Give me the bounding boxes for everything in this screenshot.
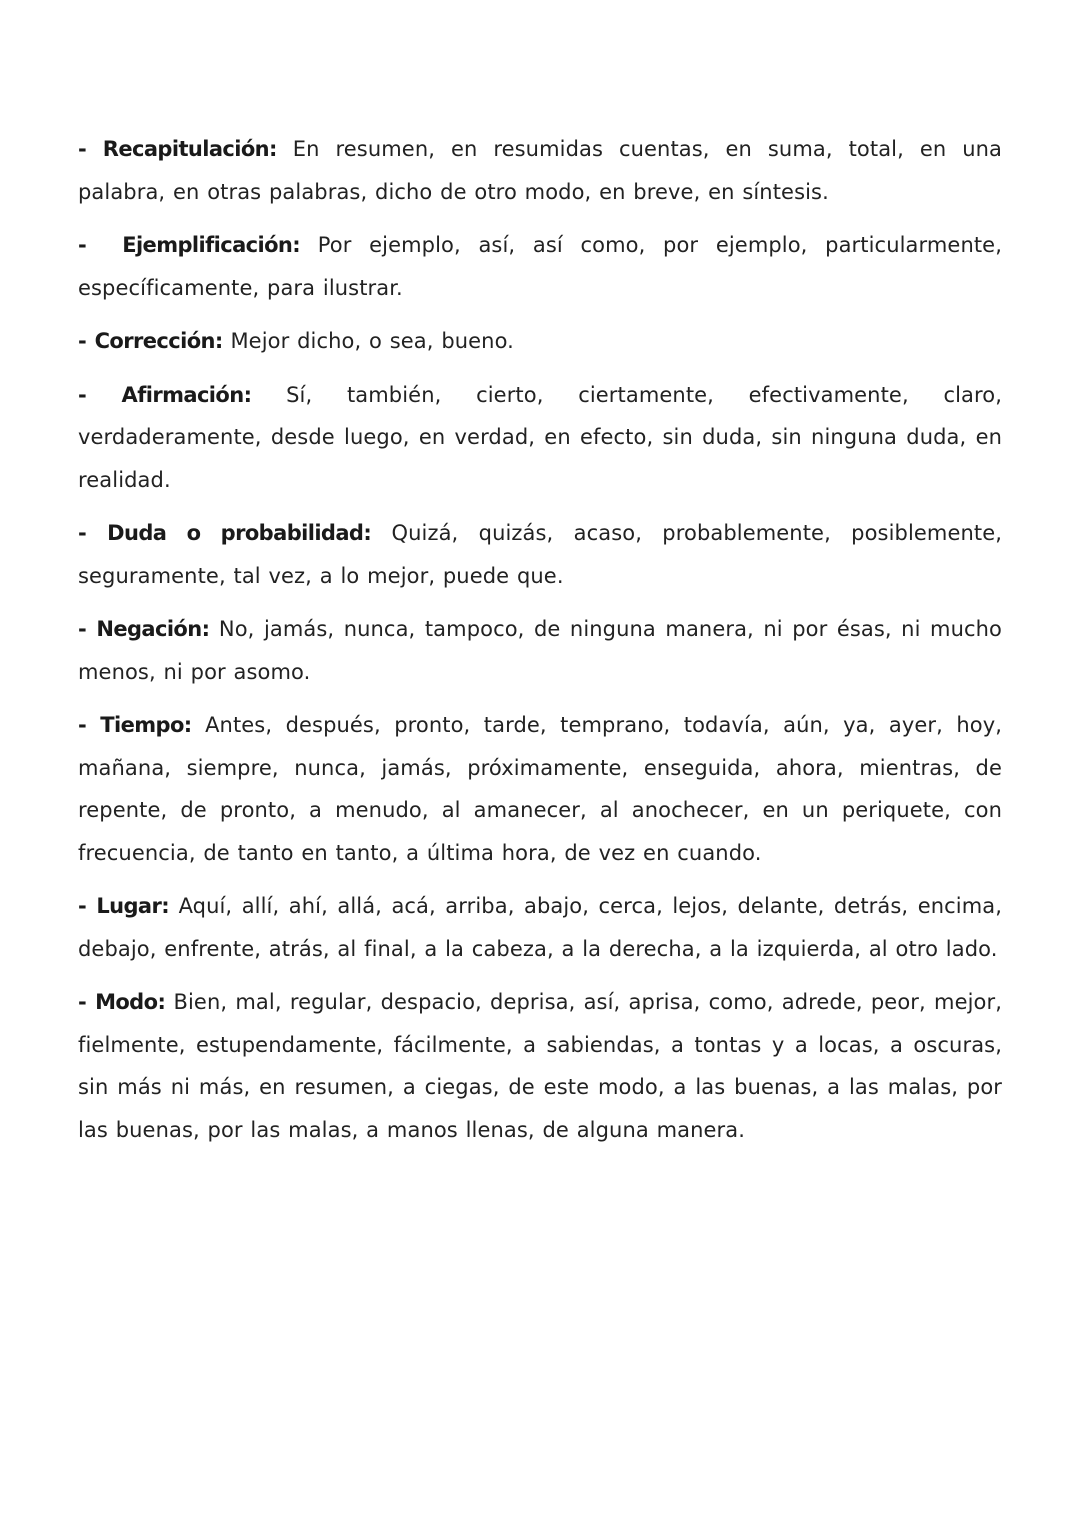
entry-text: Bien, mal, regular, despacio, deprisa, así, aprisa, como, adrede, peor, mejor, fielmente, estupendamente, fácilmente, a sabiendas, a tontas y a locas, a oscuras, sin más ni más, en resumen, a ciegas, de este modo, a las buenas, a las malas, por las buenas, por las malas, a manos llenas, de alguna manera.	[78, 990, 1002, 1142]
bullet-dash: -	[78, 329, 87, 353]
entry-afirmacion	[78, 374, 1002, 502]
entry-term: Modo:	[95, 990, 166, 1014]
entry-text: En resumen, en resumidas cuentas, en suma, total, en una palabra, en otras palabras, dicho de otro modo, en breve, en síntesis.	[78, 137, 1002, 204]
entry-modo	[78, 981, 1002, 1151]
entry-recapitulacion	[78, 128, 1002, 213]
entry-correccion	[78, 320, 1002, 363]
bullet-dash: -	[78, 521, 87, 545]
handwritten-notes-page	[78, 128, 1002, 1151]
bullet-dash: -	[78, 617, 87, 641]
bullet-dash: -	[78, 894, 87, 918]
entry-term: Tiempo:	[100, 713, 192, 737]
entry-ejemplificacion	[78, 224, 1002, 309]
entry-text: Antes, después, pronto, tarde, temprano, todavía, aún, ya, ayer, hoy, mañana, siempre, nunca, jamás, próximamente, enseguida, ahora, mientras, de repente, de pronto, a menudo, al amanecer, al anochecer, en un periquete, con frecuencia, de tanto en tanto, a última hora, de vez en cuando.	[78, 713, 1002, 865]
entry-tiempo	[78, 704, 1002, 874]
bullet-dash: -	[78, 382, 87, 407]
entry-term: Lugar:	[96, 894, 170, 918]
bullet-dash: -	[78, 990, 87, 1014]
entry-text: Sí, también, cierto, ciertamente, efectivamente, claro, verdaderamente, desde luego, en verdad, en efecto, sin duda, sin ninguna duda, en realidad.	[78, 382, 1002, 492]
entry-lugar	[78, 885, 1002, 970]
entry-duda-probabilidad	[78, 512, 1002, 597]
entry-text: Aquí, allí, ahí, allá, acá, arriba, abajo, cerca, lejos, delante, detrás, encima, debajo, enfrente, atrás, al final, a la cabeza, a la derecha, a la izquierda, al otro lado.	[78, 894, 1003, 961]
entry-term: Recapitulación:	[102, 137, 277, 161]
entry-text: Quizá, quizás, acaso, probablemente, posiblemente, seguramente, tal vez, a lo mejor, puede que.	[78, 521, 1003, 588]
bullet-dash: -	[78, 233, 87, 257]
entry-negacion	[78, 608, 1002, 693]
entry-text: Por ejemplo, así, así como, por ejemplo, particularmente, específicamente, para ilustrar.	[78, 233, 1002, 300]
entry-term: Corrección:	[94, 329, 223, 353]
entry-term: Negación:	[96, 617, 210, 641]
entry-term: Ejemplificación:	[122, 233, 301, 257]
entry-text: No, jamás, nunca, tampoco, de ninguna manera, ni por ésas, ni mucho menos, ni por asomo.	[78, 617, 1002, 684]
entry-text: Mejor dicho, o sea, bueno.	[230, 329, 514, 353]
entry-term: Afirmación:	[121, 382, 252, 407]
entry-term: Duda o probabilidad:	[107, 521, 372, 545]
bullet-dash: -	[78, 713, 87, 737]
bullet-dash: -	[78, 137, 87, 161]
